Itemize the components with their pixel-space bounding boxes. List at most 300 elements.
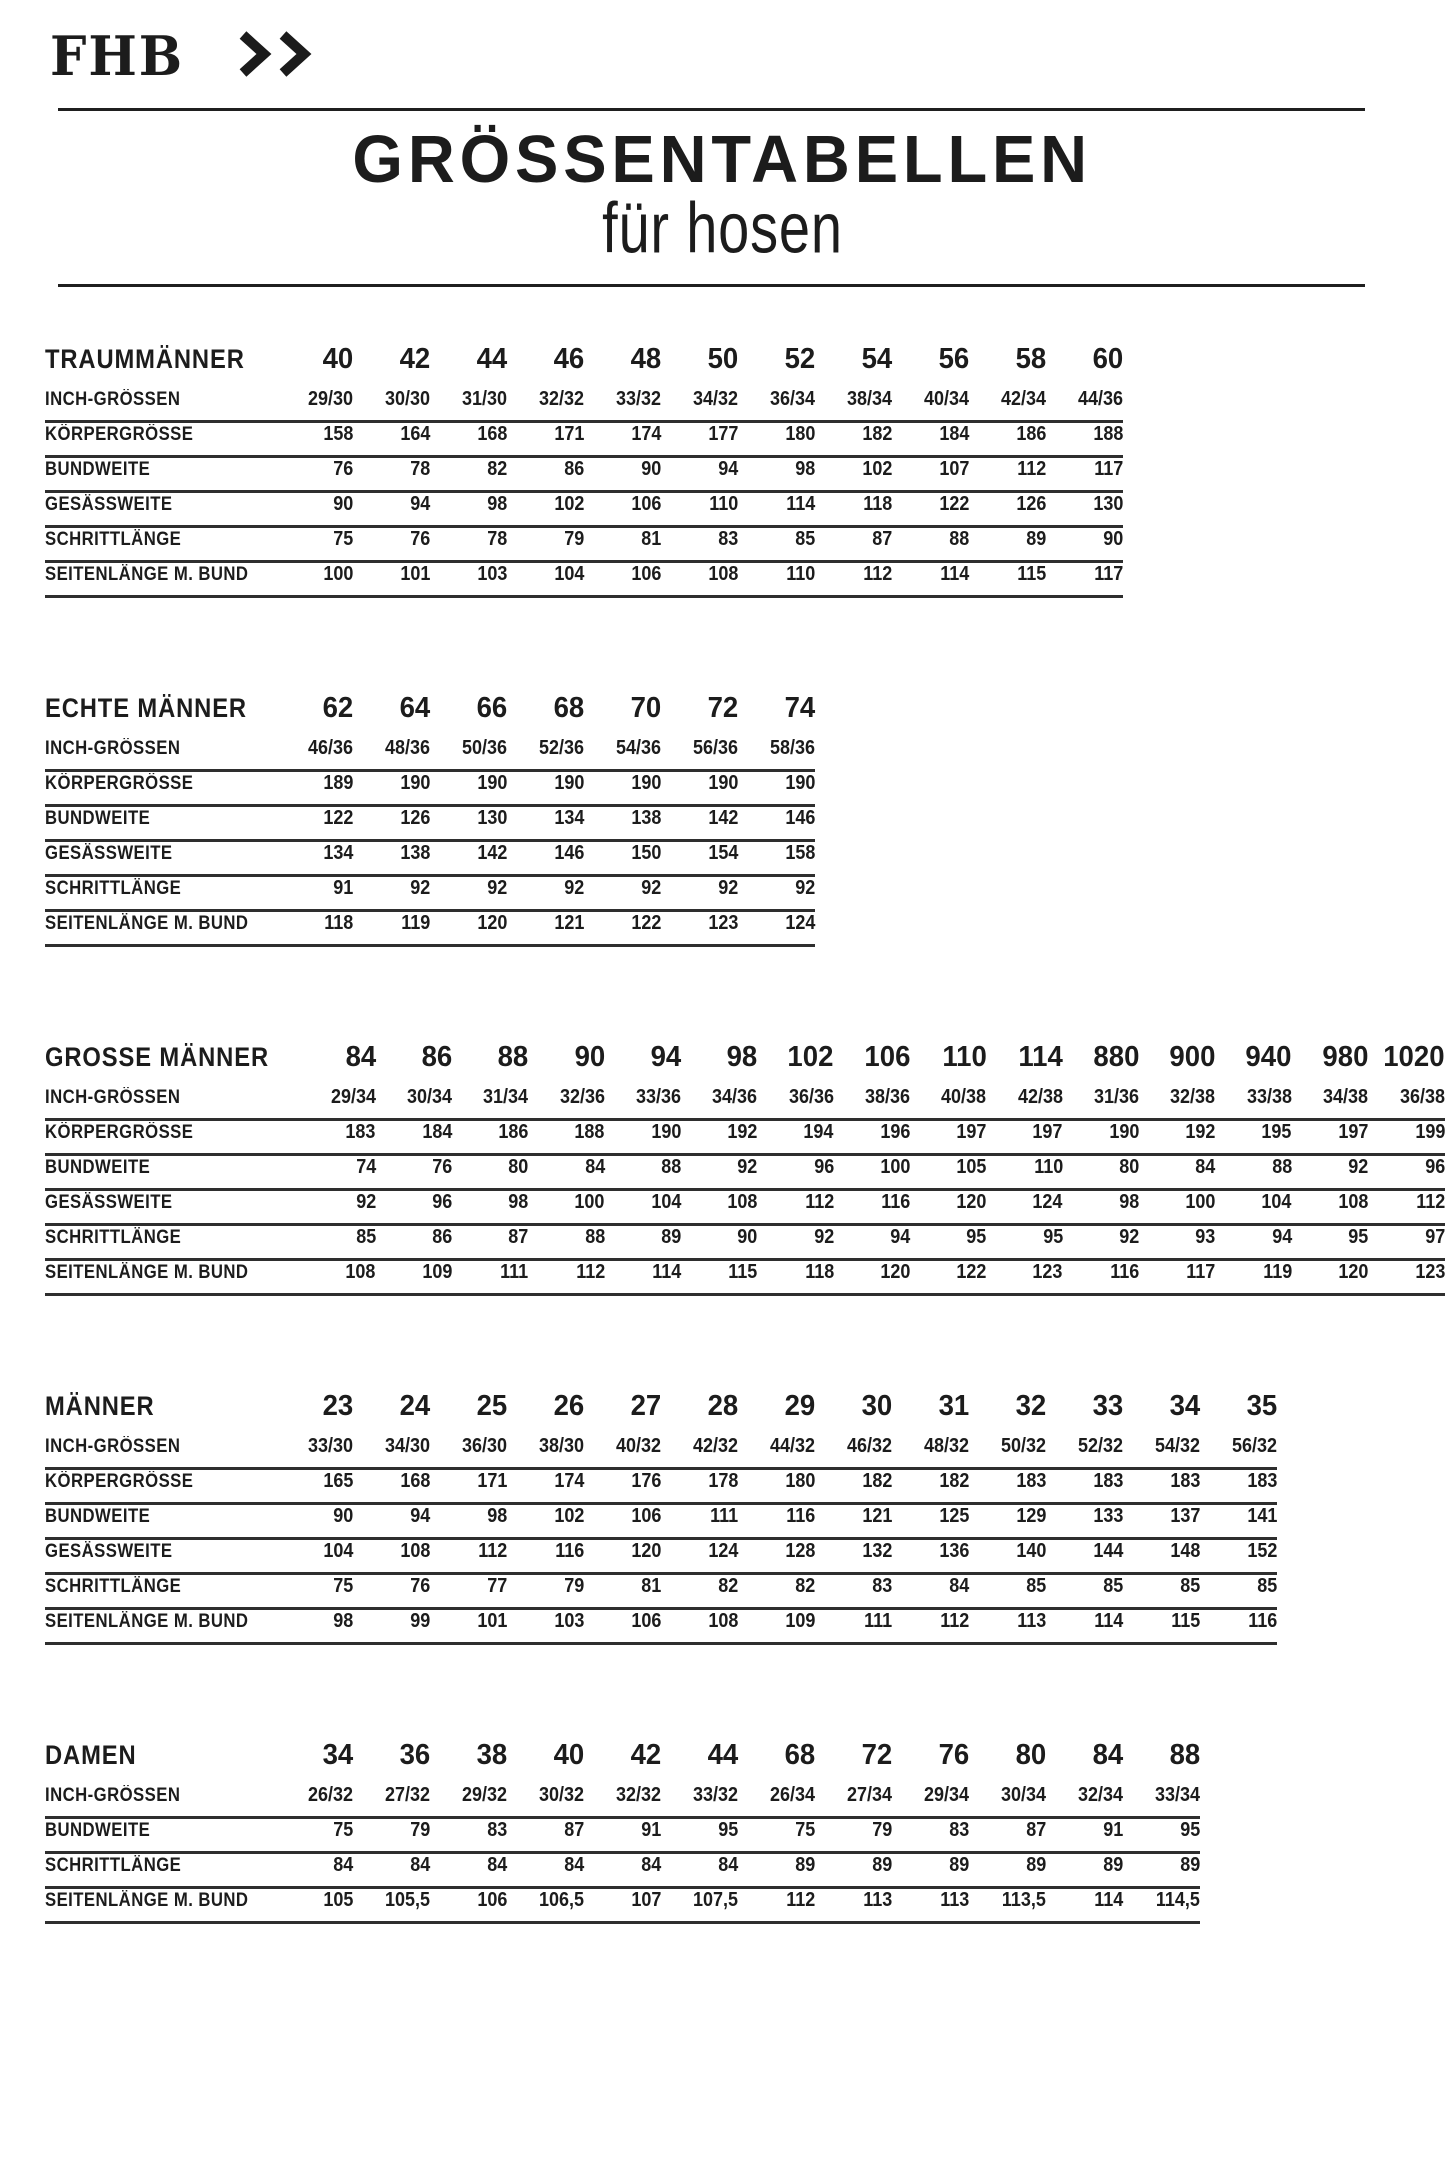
value-cell	[738, 840, 815, 875]
value-cell	[892, 561, 969, 596]
value-text: 100	[880, 1155, 911, 1178]
value-text: 84	[333, 1853, 354, 1876]
value-cell	[834, 1189, 910, 1224]
subtitle-block	[0, 188, 1445, 269]
value-text: 98	[1119, 1190, 1140, 1213]
row-label-text: BUNDWEITE	[45, 807, 151, 829]
value-text: 104	[1261, 1190, 1292, 1213]
value-text: 174	[554, 1469, 585, 1492]
size-value: 98	[726, 1040, 758, 1073]
measure-row-schrittlaenge	[45, 1852, 1200, 1887]
value-cell	[376, 1086, 452, 1120]
value-cell	[969, 456, 1046, 491]
value-cell	[1215, 1189, 1291, 1224]
value-text: 194	[803, 1120, 834, 1143]
value-text: 100	[1185, 1190, 1216, 1213]
value-text: 40/32	[616, 1434, 662, 1457]
row-label	[45, 388, 276, 422]
size-value: 35	[1246, 1389, 1278, 1422]
value-cell	[1200, 1503, 1277, 1538]
value-cell	[353, 1817, 430, 1852]
measure-row-seitenlaenge-m-bund	[45, 1259, 1445, 1294]
value-text: 76	[333, 457, 354, 480]
value-text: 76	[410, 527, 431, 550]
row-label-text: GESÄSSWEITE	[45, 1191, 173, 1213]
row-label	[45, 1468, 276, 1503]
value-text: 88	[661, 1155, 682, 1178]
value-text: 98	[508, 1190, 529, 1213]
row-label-text: SCHRITTLÄNGE	[45, 528, 182, 550]
value-text: 134	[554, 806, 585, 829]
value-text: 84	[564, 1853, 585, 1876]
value-text: 44/36	[1078, 387, 1124, 410]
value-cell	[605, 1224, 681, 1259]
value-cell	[276, 1503, 353, 1538]
value-cell	[584, 1538, 661, 1573]
value-cell	[661, 1852, 738, 1887]
value-cell	[507, 910, 584, 945]
value-text: 46/32	[847, 1434, 893, 1457]
value-cell	[276, 1608, 353, 1643]
value-text: 183	[1016, 1469, 1047, 1492]
value-cell	[605, 1259, 681, 1294]
value-cell	[584, 770, 661, 805]
value-text: 84	[641, 1853, 662, 1876]
value-cell	[815, 1435, 892, 1469]
value-cell	[430, 1573, 507, 1608]
value-cell	[1139, 1119, 1215, 1154]
row-label-text: SEITENLÄNGE M. BUND	[45, 1889, 249, 1911]
size-value: 106	[864, 1040, 911, 1073]
value-cell	[300, 1086, 376, 1120]
size-value: 31	[938, 1389, 970, 1422]
value-text: 85	[1180, 1574, 1201, 1597]
value-cell	[584, 1573, 661, 1608]
value-cell	[584, 737, 661, 771]
value-text: 144	[1093, 1539, 1124, 1562]
value-cell	[1046, 388, 1123, 422]
value-cell	[815, 421, 892, 456]
row-label-text: SCHRITTLÄNGE	[45, 1854, 182, 1876]
value-cell	[738, 1817, 815, 1852]
value-text: 158	[785, 841, 816, 864]
measure-row-seitenlaenge-m-bund	[45, 1887, 1200, 1922]
value-cell	[1368, 1119, 1445, 1154]
size-header-cell	[892, 1390, 969, 1435]
value-text: 33/32	[616, 387, 662, 410]
value-cell	[584, 910, 661, 945]
value-cell	[300, 1154, 376, 1189]
value-text: 95	[966, 1225, 987, 1248]
row-label-text: INCH-GRÖSSEN	[45, 1784, 181, 1806]
size-value: 88	[1169, 1738, 1201, 1771]
value-text: 188	[574, 1120, 605, 1143]
value-cell	[1123, 1538, 1200, 1573]
measure-row-bundweite	[45, 1154, 1445, 1189]
value-cell	[507, 770, 584, 805]
value-text: 103	[554, 1609, 585, 1632]
value-text: 183	[1170, 1469, 1201, 1492]
measure-row-seitenlaenge-m-bund	[45, 561, 1123, 596]
value-cell	[430, 1468, 507, 1503]
value-cell	[376, 1259, 452, 1294]
value-cell	[1123, 1573, 1200, 1608]
value-text: 112	[1017, 457, 1047, 480]
size-header-cell	[507, 692, 584, 737]
value-text: 58/36	[770, 736, 816, 759]
value-text: 91	[641, 1818, 662, 1841]
value-text: 114	[1094, 1888, 1124, 1911]
value-cell	[910, 1189, 986, 1224]
value-text: 89	[1180, 1853, 1201, 1876]
value-text: 122	[631, 911, 662, 934]
value-cell	[353, 1435, 430, 1469]
value-cell	[969, 1817, 1046, 1852]
value-text: 138	[631, 806, 662, 829]
value-text: 107	[939, 457, 970, 480]
value-text: 32/34	[1078, 1783, 1124, 1806]
value-text: 75	[333, 1818, 354, 1841]
value-cell	[1292, 1224, 1368, 1259]
value-text: 112	[1415, 1190, 1445, 1213]
value-text: 125	[939, 1504, 970, 1527]
value-text: 86	[432, 1225, 453, 1248]
value-text: 33/36	[636, 1085, 682, 1108]
value-cell	[892, 388, 969, 422]
value-text: 190	[477, 771, 508, 794]
value-text: 112	[940, 1609, 970, 1632]
row-label	[45, 456, 276, 491]
value-cell	[738, 388, 815, 422]
value-cell	[1368, 1224, 1445, 1259]
value-cell	[353, 456, 430, 491]
value-cell	[969, 388, 1046, 422]
size-value: 50	[707, 342, 739, 375]
value-cell	[1046, 456, 1123, 491]
value-cell	[969, 1573, 1046, 1608]
value-cell	[584, 526, 661, 561]
value-cell	[1123, 1817, 1200, 1852]
size-header-cell	[661, 343, 738, 388]
value-cell	[892, 1435, 969, 1469]
value-cell	[661, 1468, 738, 1503]
value-cell	[758, 1086, 834, 1120]
size-header-cell	[661, 1739, 738, 1784]
value-text: 78	[487, 527, 508, 550]
sizes-header-row	[45, 692, 815, 737]
value-cell	[986, 1259, 1062, 1294]
value-text: 92	[795, 876, 816, 899]
value-text: 56/36	[693, 736, 739, 759]
value-cell	[376, 1224, 452, 1259]
value-cell	[507, 1784, 584, 1818]
value-cell	[1123, 1503, 1200, 1538]
size-header-cell	[969, 343, 1046, 388]
value-cell	[738, 1468, 815, 1503]
value-cell	[661, 1435, 738, 1469]
value-text: 114	[652, 1260, 682, 1283]
size-value: 940	[1245, 1040, 1292, 1073]
value-cell	[430, 1435, 507, 1469]
value-cell	[815, 1784, 892, 1818]
value-cell	[1046, 1468, 1123, 1503]
value-cell	[758, 1189, 834, 1224]
size-header-cell	[681, 1041, 757, 1086]
value-text: 29/32	[462, 1783, 508, 1806]
size-table-maenner	[45, 1390, 1277, 1645]
value-text: 102	[862, 457, 893, 480]
value-text: 116	[786, 1504, 816, 1527]
size-header-cell	[507, 1390, 584, 1435]
row-label	[45, 1887, 276, 1922]
value-text: 95	[1348, 1225, 1369, 1248]
value-cell	[815, 491, 892, 526]
value-cell	[276, 1468, 353, 1503]
table-title-text: GROSSE MÄNNER	[45, 1041, 269, 1072]
value-text: 42/38	[1017, 1085, 1063, 1108]
value-text: 105	[323, 1888, 354, 1911]
value-text: 48/36	[385, 736, 431, 759]
value-cell	[969, 1852, 1046, 1887]
value-text: 84	[1195, 1155, 1216, 1178]
value-cell	[430, 1887, 507, 1922]
value-cell	[815, 1887, 892, 1922]
value-text: 98	[487, 1504, 508, 1527]
value-cell	[738, 910, 815, 945]
value-text: 44/32	[770, 1434, 816, 1457]
value-text: 106	[477, 1888, 508, 1911]
value-cell	[1123, 1852, 1200, 1887]
value-cell	[815, 1468, 892, 1503]
value-text: 176	[631, 1469, 662, 1492]
value-text: 92	[564, 876, 585, 899]
row-label-text: GESÄSSWEITE	[45, 842, 173, 864]
value-text: 81	[641, 527, 662, 550]
value-text: 105	[956, 1155, 987, 1178]
row-label-text: GESÄSSWEITE	[45, 493, 173, 515]
value-text: 32/32	[616, 1783, 662, 1806]
value-text: 34/38	[1323, 1085, 1369, 1108]
measure-row-bundweite	[45, 456, 1123, 491]
measure-row-inch-groessen	[45, 1435, 1277, 1469]
value-text: 178	[708, 1469, 739, 1492]
value-text: 196	[880, 1120, 911, 1143]
value-text: 88	[949, 527, 970, 550]
value-cell	[892, 1538, 969, 1573]
value-text: 114	[786, 492, 816, 515]
size-value: 60	[1092, 342, 1124, 375]
value-cell	[1046, 1503, 1123, 1538]
size-header-cell	[430, 1390, 507, 1435]
value-text: 121	[554, 911, 585, 934]
value-cell	[815, 1573, 892, 1608]
value-text: 31/36	[1094, 1085, 1140, 1108]
value-cell	[353, 1852, 430, 1887]
value-cell	[661, 805, 738, 840]
value-text: 182	[862, 1469, 893, 1492]
value-cell	[452, 1154, 528, 1189]
value-cell	[738, 737, 815, 771]
value-cell	[661, 737, 738, 771]
value-text: 85	[1026, 1574, 1047, 1597]
size-value: 29	[784, 1389, 816, 1422]
value-text: 30/30	[385, 387, 431, 410]
value-cell	[661, 1608, 738, 1643]
size-header-cell	[738, 1739, 815, 1784]
value-text: 154	[708, 841, 739, 864]
value-text: 102	[554, 492, 585, 515]
value-text: 108	[708, 1609, 739, 1632]
value-cell	[892, 1784, 969, 1818]
value-cell	[507, 1435, 584, 1469]
value-text: 26/34	[770, 1783, 816, 1806]
value-cell	[353, 805, 430, 840]
value-cell	[910, 1224, 986, 1259]
row-label-text: KÖRPERGRÖSSE	[45, 772, 194, 794]
value-cell	[1123, 1468, 1200, 1503]
value-text: 87	[872, 527, 893, 550]
value-text: 188	[1093, 422, 1124, 445]
row-label	[45, 1608, 276, 1643]
value-cell	[1046, 561, 1123, 596]
value-text: 134	[323, 841, 354, 864]
value-cell	[1123, 1887, 1200, 1922]
value-cell	[834, 1086, 910, 1120]
value-cell	[584, 805, 661, 840]
measure-row-koerpergroesse	[45, 1119, 1445, 1154]
value-cell	[430, 456, 507, 491]
value-text: 36/38	[1399, 1085, 1445, 1108]
value-cell	[1046, 1538, 1123, 1573]
value-cell	[1292, 1259, 1368, 1294]
row-label-text: BUNDWEITE	[45, 458, 151, 480]
value-cell	[529, 1086, 605, 1120]
size-value: 33	[1092, 1389, 1124, 1422]
value-text: 95	[1042, 1225, 1063, 1248]
value-cell	[910, 1154, 986, 1189]
value-cell	[353, 770, 430, 805]
value-text: 80	[1119, 1155, 1140, 1178]
row-label	[45, 1817, 276, 1852]
value-cell	[738, 1573, 815, 1608]
size-value: 84	[345, 1040, 376, 1073]
row-label-text: SCHRITTLÄNGE	[45, 1575, 182, 1597]
value-text: 74	[355, 1155, 376, 1178]
value-cell	[529, 1119, 605, 1154]
value-text: 103	[477, 562, 508, 585]
value-cell	[1046, 1608, 1123, 1643]
value-text: 38/36	[865, 1085, 911, 1108]
value-cell	[507, 1608, 584, 1643]
value-cell	[430, 1817, 507, 1852]
value-text: 40/34	[924, 387, 970, 410]
size-header-cell	[1215, 1041, 1291, 1086]
value-text: 112	[575, 1260, 605, 1283]
size-header-cell	[353, 1739, 430, 1784]
value-text: 92	[718, 876, 739, 899]
value-cell	[834, 1224, 910, 1259]
value-text: 183	[345, 1120, 376, 1143]
value-text: 84	[487, 1853, 508, 1876]
value-text: 113	[940, 1888, 970, 1911]
size-value: 24	[399, 1389, 431, 1422]
value-cell	[452, 1086, 528, 1120]
value-text: 27/32	[385, 1783, 431, 1806]
value-text: 129	[1016, 1504, 1047, 1527]
row-label	[45, 526, 276, 561]
value-cell	[584, 875, 661, 910]
value-cell	[1215, 1119, 1291, 1154]
value-text: 108	[400, 1539, 431, 1562]
value-cell	[892, 1503, 969, 1538]
value-cell	[892, 526, 969, 561]
measure-row-seitenlaenge-m-bund	[45, 1608, 1277, 1643]
value-cell	[430, 1538, 507, 1573]
value-cell	[661, 840, 738, 875]
row-label	[45, 1119, 300, 1154]
value-cell	[430, 561, 507, 596]
value-text: 52/36	[539, 736, 585, 759]
measure-row-bundweite	[45, 1503, 1277, 1538]
size-header-cell	[1123, 1739, 1200, 1784]
value-text: 34/36	[712, 1085, 758, 1108]
value-cell	[738, 456, 815, 491]
value-cell	[353, 561, 430, 596]
value-text: 133	[1093, 1504, 1124, 1527]
value-cell	[969, 526, 1046, 561]
value-cell	[661, 561, 738, 596]
value-cell	[430, 1503, 507, 1538]
value-text: 79	[564, 527, 585, 550]
value-text: 130	[477, 806, 508, 829]
size-table-damen	[45, 1739, 1200, 1924]
value-text: 97	[1424, 1225, 1445, 1248]
value-cell	[353, 910, 430, 945]
size-header-cell	[300, 1041, 376, 1086]
value-text: 33/34	[1155, 1783, 1201, 1806]
value-cell	[430, 1784, 507, 1818]
value-text: 183	[1093, 1469, 1124, 1492]
value-text: 96	[432, 1190, 453, 1213]
value-text: 98	[795, 457, 816, 480]
value-text: 84	[410, 1853, 431, 1876]
value-text: 98	[333, 1609, 354, 1632]
value-cell	[507, 1503, 584, 1538]
value-text: 109	[422, 1260, 453, 1283]
value-text: 132	[862, 1539, 893, 1562]
size-header-cell	[969, 1739, 1046, 1784]
value-cell	[1292, 1119, 1368, 1154]
size-value: 114	[1018, 1040, 1063, 1073]
row-label	[45, 1259, 300, 1294]
value-text: 113	[863, 1888, 893, 1911]
measure-row-schrittlaenge	[45, 526, 1123, 561]
value-text: 100	[323, 562, 354, 585]
size-value: 72	[861, 1738, 893, 1771]
value-text: 90	[1103, 527, 1124, 550]
value-text: 38/30	[539, 1434, 585, 1457]
value-text: 107	[631, 1888, 662, 1911]
value-cell	[1139, 1259, 1215, 1294]
value-text: 121	[862, 1504, 893, 1527]
row-label	[45, 1573, 276, 1608]
size-header-cell	[584, 343, 661, 388]
value-text: 117	[1094, 562, 1124, 585]
value-text: 32/32	[539, 387, 585, 410]
measure-row-gesaessweite	[45, 1189, 1445, 1224]
size-header-cell	[376, 1041, 452, 1086]
size-value: 68	[553, 691, 585, 724]
